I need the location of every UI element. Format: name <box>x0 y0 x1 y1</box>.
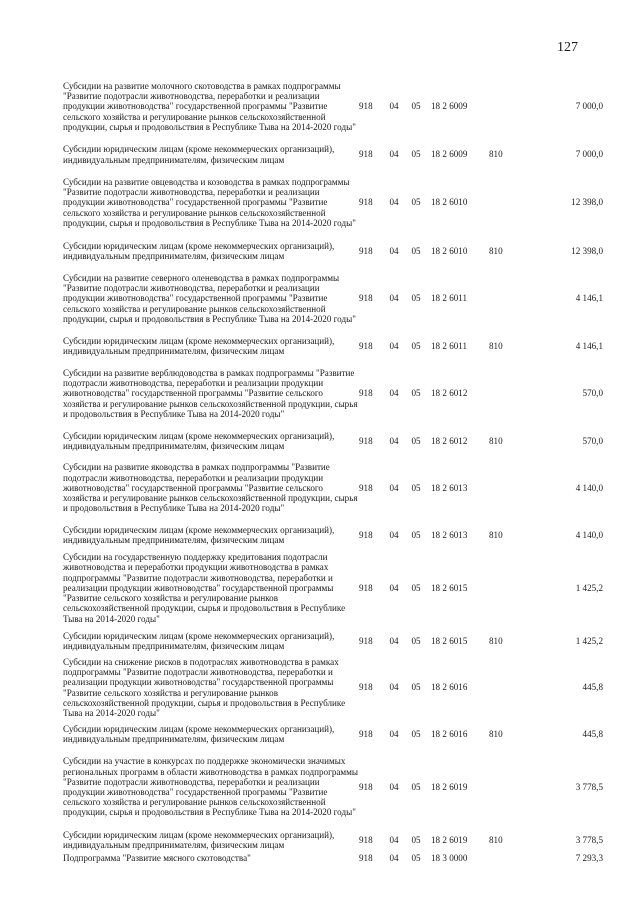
row-amount: 445,8 <box>582 682 603 693</box>
row-target-article: 18 2 6010 <box>431 245 468 256</box>
row-amount: 7 293,3 <box>575 852 603 863</box>
row-target-article: 18 2 6011 <box>431 340 468 351</box>
table-row <box>63 430 603 452</box>
row-amount: 12 398,0 <box>571 197 603 208</box>
row-description: Субсидии на развитие верблюдоводства в рамках подпрограммы "Развитие подотрасли животноводства, переработки и реализации продукции животноводства" государственной программы "Развитие сельского хозяйства и регулирование рынков сельскохозяйственной продукции, сырья и продовольствия в Республике Тыва на 2014-2020 годы" <box>63 367 358 419</box>
row-expense-type <box>489 452 517 524</box>
row-section-code: 04 <box>389 529 399 540</box>
table-row <box>63 745 603 829</box>
row-section-code: 04 <box>389 582 399 593</box>
row-subsection-code: 05 <box>411 682 421 693</box>
row-target-article: 18 2 6016 <box>431 728 468 739</box>
row-subsection-code: 05 <box>411 435 421 446</box>
row-expense-type <box>489 262 517 335</box>
row-org-code: 918 <box>359 834 373 845</box>
row-expense-type <box>489 357 517 430</box>
row-section-code: 04 <box>389 101 399 112</box>
row-target-article: 18 2 6019 <box>431 834 468 845</box>
row-section-code: 04 <box>389 149 399 160</box>
row-section-code: 04 <box>389 728 399 739</box>
row-subsection-code: 05 <box>411 197 421 208</box>
row-expense-type: 810 <box>489 728 503 739</box>
row-subsection-code: 05 <box>411 293 421 304</box>
row-org-code: 918 <box>359 101 373 112</box>
row-subsection-code: 05 <box>411 149 421 160</box>
row-description: Субсидии юридическим лицам (кроме некоммерческих организаций), индивидуальным предпринимателям, физическим лицам <box>63 430 335 451</box>
row-org-code: 918 <box>359 149 373 160</box>
row-target-article: 18 2 6012 <box>431 388 468 399</box>
row-expense-type <box>489 546 517 630</box>
row-section-code: 04 <box>389 852 399 863</box>
row-subsection-code: 05 <box>411 852 421 863</box>
row-subsection-code: 05 <box>411 388 421 399</box>
row-subsection-code: 05 <box>411 245 421 256</box>
row-org-code: 918 <box>359 635 373 646</box>
row-subsection-code: 05 <box>411 781 421 792</box>
row-section-code: 04 <box>389 682 399 693</box>
row-target-article: 18 2 6011 <box>431 293 468 304</box>
row-description: Субсидии на развитие овцеводства и козоводства в рамках подпрограммы "Развитие подотрасли животноводства, переработки и реализации продукции животноводства" государственной программы "Развитие сельского хозяйства и регулирование рынков сельскохозяйственной продукции, сырья и продовольствия в Республике Тыва на 2014-2020 годы" <box>63 176 356 228</box>
row-expense-type <box>489 165 517 240</box>
row-expense-type: 810 <box>489 340 503 351</box>
table-row <box>63 144 603 165</box>
row-expense-type: 810 <box>489 435 503 446</box>
row-org-code: 918 <box>359 582 373 593</box>
table-row <box>63 452 603 524</box>
row-description: Субсидии юридическим лицам (кроме некоммерческих организаций), индивидуальным предпринимателям, физическим лицам <box>63 829 335 850</box>
table-row <box>63 851 603 865</box>
row-org-code: 918 <box>359 852 373 863</box>
row-description: Субсидии на снижение рисков в подотраслях животноводства в рамках подпрограммы "Развитие подотрасли животноводства, переработки и реализации продукции животноводства" государственной программы "Развитие сельского хозяйства и регулирование рынков сельскохозяйственной продукции, сырья и продовольствия в Республике Тыва на 2014-2020 годы" <box>63 656 346 718</box>
row-amount: 4 140,0 <box>575 482 603 493</box>
row-org-code: 918 <box>359 781 373 792</box>
row-subsection-code: 05 <box>411 834 421 845</box>
row-amount: 1 425,2 <box>575 582 603 593</box>
row-description: Субсидии на развитие яководства в рамках подпрограммы "Развитие подотрасли животноводства, переработки и реализации продукции животноводства" государственной программы "Развитие сельского хозяйства и регулирование рынков сельскохозяйственной продукции, сырья и продовольствия в Республике Тыва на 2014-2020 годы" <box>63 462 358 514</box>
row-org-code: 918 <box>359 293 373 304</box>
row-org-code: 918 <box>359 245 373 256</box>
row-description: Подпрограмма "Развитие мясного скотоводства" <box>63 852 251 863</box>
table-row <box>63 69 603 144</box>
row-target-article: 18 2 6010 <box>431 197 468 208</box>
table-row <box>63 357 603 430</box>
row-org-code: 918 <box>359 197 373 208</box>
table-row <box>63 240 603 262</box>
row-expense-type <box>489 851 517 865</box>
row-section-code: 04 <box>389 340 399 351</box>
row-expense-type <box>489 69 517 144</box>
row-amount: 570,0 <box>582 435 603 446</box>
table-row <box>63 335 603 357</box>
table-row <box>63 262 603 335</box>
row-description: Субсидии юридическим лицам (кроме некоммерческих организаций), индивидуальным предпринимателям, физическим лицам <box>63 240 335 261</box>
row-section-code: 04 <box>389 635 399 646</box>
row-subsection-code: 05 <box>411 529 421 540</box>
row-org-code: 918 <box>359 682 373 693</box>
row-subsection-code: 05 <box>411 101 421 112</box>
row-expense-type: 810 <box>489 529 503 540</box>
table-row <box>63 829 603 851</box>
row-description: Субсидии юридическим лицам (кроме некоммерческих организаций), индивидуальным предпринимателям, физическим лицам <box>63 144 335 165</box>
row-amount: 445,8 <box>582 728 603 739</box>
row-description: Субсидии на развитие северного оленеводства в рамках подпрограммы "Развитие подотрасли животноводства, переработки и реализации продукции животноводства" государственной программы "Развитие сельского хозяйства и регулирование рынков сельскохозяйственной продукции, сырья и продовольствия в Республике Тыва на 2014-2020 годы" <box>63 272 356 324</box>
row-section-code: 04 <box>389 388 399 399</box>
row-amount: 4 146,1 <box>575 293 603 304</box>
row-expense-type: 810 <box>489 834 503 845</box>
row-amount: 12 398,0 <box>571 245 603 256</box>
row-target-article: 18 2 6019 <box>431 781 468 792</box>
row-amount: 4 140,0 <box>575 529 603 540</box>
row-subsection-code: 05 <box>411 728 421 739</box>
row-section-code: 04 <box>389 482 399 493</box>
row-org-code: 918 <box>359 388 373 399</box>
row-amount: 7 000,0 <box>575 101 603 112</box>
row-description: Субсидии юридическим лицам (кроме некоммерческих организаций), индивидуальным предпринимателям, физическим лицам <box>63 630 335 651</box>
row-expense-type: 810 <box>489 245 503 256</box>
table-row <box>63 652 603 723</box>
row-amount: 4 146,1 <box>575 340 603 351</box>
table-row <box>63 723 603 745</box>
row-section-code: 04 <box>389 197 399 208</box>
row-target-article: 18 2 6015 <box>431 582 468 593</box>
table-row <box>63 524 603 546</box>
row-section-code: 04 <box>389 245 399 256</box>
budget-table-body <box>63 69 603 865</box>
row-org-code: 918 <box>359 728 373 739</box>
row-amount: 3 778,5 <box>575 834 603 845</box>
row-amount: 570,0 <box>582 388 603 399</box>
table-row <box>63 546 603 630</box>
row-target-article: 18 2 6015 <box>431 635 468 646</box>
row-section-code: 04 <box>389 435 399 446</box>
row-target-article: 18 2 6013 <box>431 482 468 493</box>
row-target-article: 18 2 6013 <box>431 529 468 540</box>
row-subsection-code: 05 <box>411 582 421 593</box>
row-section-code: 04 <box>389 781 399 792</box>
row-subsection-code: 05 <box>411 482 421 493</box>
row-amount: 7 000,0 <box>575 149 603 160</box>
row-target-article: 18 2 6012 <box>431 435 468 446</box>
row-amount: 1 425,2 <box>575 635 603 646</box>
row-expense-type: 810 <box>489 635 503 646</box>
row-section-code: 04 <box>389 293 399 304</box>
row-target-article: 18 2 6016 <box>431 682 468 693</box>
row-expense-type <box>489 652 517 723</box>
table-row <box>63 630 603 652</box>
row-description: Субсидии на государственную поддержку кредитования подотрасли животноводства и переработки продукции животноводства в рамках подпрограммы "Развитие подотрасли животноводства, переработки и реализации продукции животноводства" государственной программы "Развитие сельского хозяйства и регулирование рынков сельскохозяйственной продукции, сырья и продовольствия в Республике Тыва на 2014-2020 годы" <box>63 552 346 624</box>
row-org-code: 918 <box>359 529 373 540</box>
row-description: Субсидии юридическим лицам (кроме некоммерческих организаций), индивидуальным предпринимателям, физическим лицам <box>63 723 335 744</box>
row-subsection-code: 05 <box>411 340 421 351</box>
row-description: Субсидии на развитие молочного скотоводства в рамках подпрограммы "Развитие подотрасли животноводства, переработки и реализации продукции животноводства" государственной программы "Развитие сельского хозяйства и регулирование рынков сельскохозяйственной продукции, сырья и продовольствия в Республике Тыва на 2014-2020 годы" <box>63 80 356 132</box>
row-org-code: 918 <box>359 482 373 493</box>
row-description: Субсидии юридическим лицам (кроме некоммерческих организаций), индивидуальным предпринимателям, физическим лицам <box>63 335 335 356</box>
row-amount: 3 778,5 <box>575 781 603 792</box>
row-target-article: 18 3 0000 <box>431 852 468 863</box>
row-expense-type: 810 <box>489 149 503 160</box>
row-description: Субсидии юридическим лицам (кроме некоммерческих организаций), индивидуальным предпринимателям, физическим лицам <box>63 524 335 545</box>
row-org-code: 918 <box>359 435 373 446</box>
row-target-article: 18 2 6009 <box>431 101 468 112</box>
row-description: Субсидии на участие в конкурсах по поддержке экономически значимых региональных программ в области животноводства в рамках подпрограммы "Развитие подотрасли животноводства, переработки и реализации продукции животноводства" государственной программы "Развитие сельского хозяйства и регулирование рынков сельскохозяйственной продукции, сырья и продовольствия в Республике Тыва на 2014-2020 годы" <box>63 756 359 818</box>
row-section-code: 04 <box>389 834 399 845</box>
row-expense-type <box>489 745 517 829</box>
row-subsection-code: 05 <box>411 635 421 646</box>
row-org-code: 918 <box>359 340 373 351</box>
page-number: 127 <box>557 40 578 55</box>
table-row <box>63 165 603 240</box>
row-target-article: 18 2 6009 <box>431 149 468 160</box>
budget-table <box>63 69 603 865</box>
